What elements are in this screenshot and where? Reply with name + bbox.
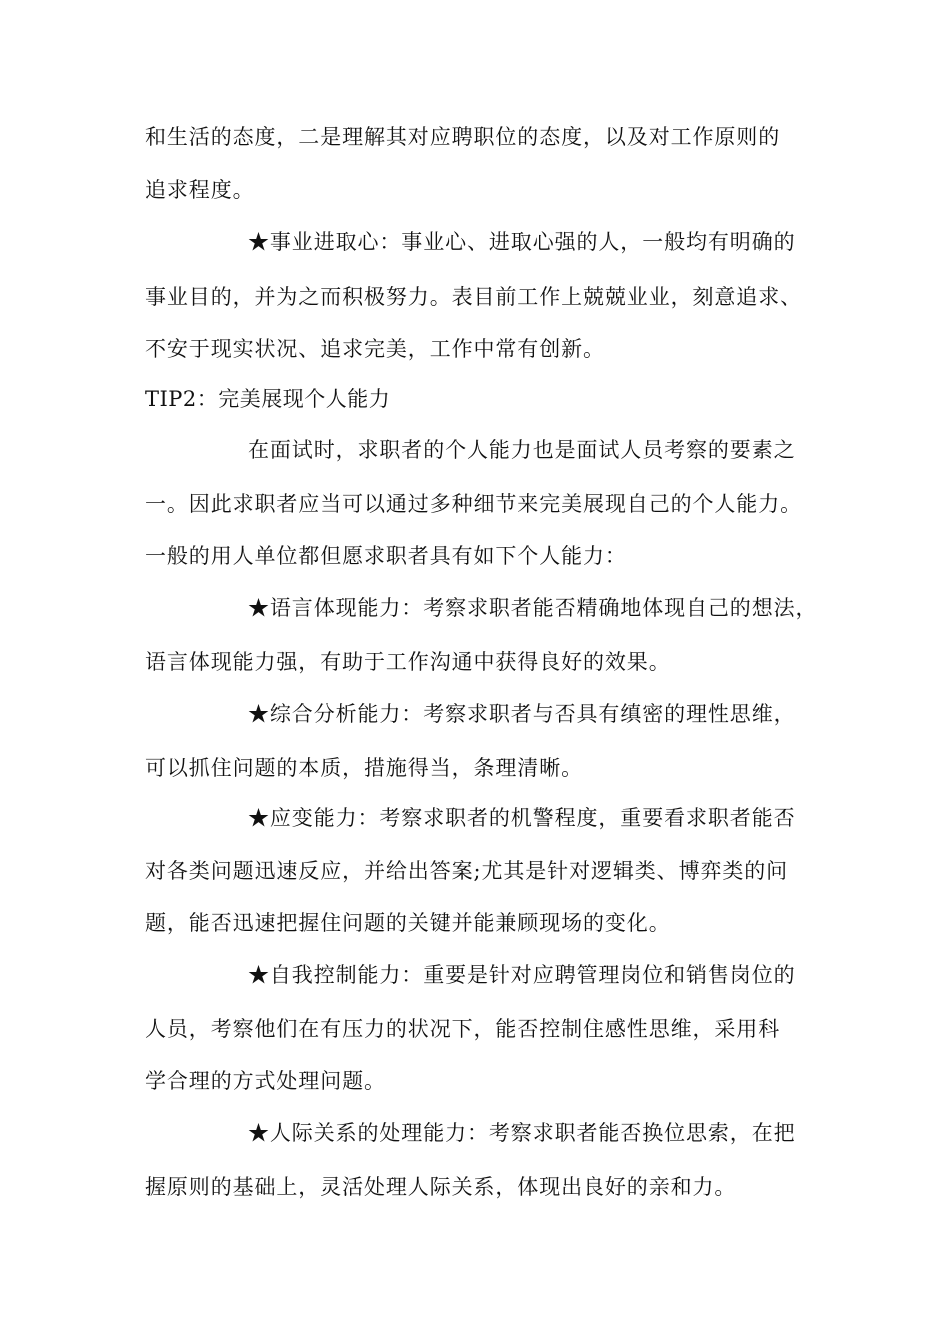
paragraph-line: 人员，考察他们在有压力的状况下，能否控制住感性思维，采用科 [145,1017,781,1041]
paragraph-line: 题，能否迅速把握住问题的关键并能兼顾现场的变化。 [145,911,671,935]
paragraph-line: 追求程度。 [145,178,255,202]
paragraph-line: 握原则的基础上，灵活处理人际关系，体现出良好的亲和力。 [145,1175,737,1199]
section-heading: TIP2：完美展现个人能力 [145,387,391,411]
paragraph-line: 一般的用人单位都但愿求职者具有如下个人能力： [145,544,627,568]
paragraph-line: 学合理的方式处理问题。 [145,1069,386,1093]
paragraph-line: 语言体现能力强，有助于工作沟通中获得良好的效果。 [145,650,671,674]
paragraph-line: ★应变能力：考察求职者的机警程度，重要看求职者能否 [248,806,796,830]
paragraph-line: 一。因此求职者应当可以通过多种细节来完美展现自己的个人能力。 [145,492,802,516]
paragraph-line: 和生活的态度，二是理解其对应聘职位的态度，以及对工作原则的 [145,125,781,149]
paragraph-line: ★自我控制能力：重要是针对应聘管理岗位和销售岗位的 [248,963,796,987]
paragraph-line: 对各类问题迅速反应，并给出答案;尤其是针对逻辑类、博弈类的问 [145,859,789,883]
paragraph-line: ★事业进取心：事业心、进取心强的人，一般均有明确的 [248,230,796,254]
paragraph-line: 在面试时，求职者的个人能力也是面试人员考察的要素之 [248,438,796,462]
paragraph-line: 事业目的，并为之而积极努力。表目前工作上兢兢业业，刻意追求、 [145,285,802,309]
paragraph-line: 可以抓住问题的本质，措施得当，条理清晰。 [145,756,583,780]
paragraph-line: ★人际关系的处理能力：考察求职者能否换位思索，在把 [248,1121,796,1145]
paragraph-line: ★语言体现能力：考察求职者能否精确地体现自己的想法， [248,596,818,620]
paragraph-line: 不安于现实状况、追求完美，工作中常有创新。 [145,337,605,361]
paragraph-line: ★综合分析能力：考察求职者与否具有缜密的理性思维， [248,702,796,726]
